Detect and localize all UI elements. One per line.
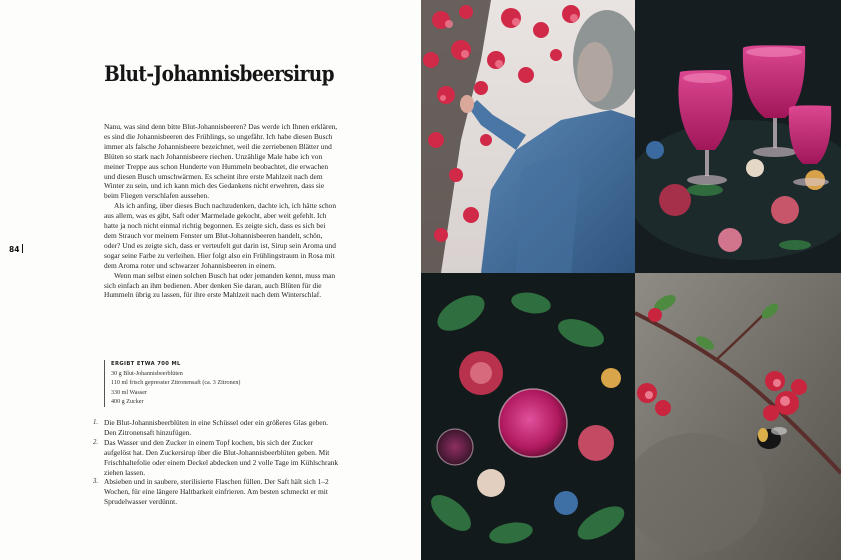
ingredient-item: 400 g Zucker <box>111 398 144 405</box>
step-item <box>93 418 339 438</box>
step-text: Das Wasser und den Zucker in einem Topf kochen, bis sich der Zucker aufgelöst hat. Den Zuckersirup über die Blut-Johannisbeerblüten geben. Mit Frischhaltefolie oder einem Deckel abdecken und 2 volle Tage im Kühlschrank ziehen lassen. <box>104 437 339 477</box>
step-item <box>93 477 339 507</box>
recipe-title: Blut-Johannisbeersirup <box>104 62 334 87</box>
ingredient-item: 330 ml Wasser <box>111 389 147 396</box>
yield-label: ERGIBT ETWA 700 ML <box>111 361 181 367</box>
intro-text <box>104 122 339 300</box>
ingredient-item: 110 ml frisch gepresster Zitronensaft (ca. 3 Zitronen) <box>111 380 241 387</box>
ingredient-item: 30 g Blut-Johannisbeerblüten <box>111 371 183 378</box>
page-number: 84 <box>9 244 23 254</box>
step-number: 1. <box>93 419 99 426</box>
photo-blossom-with-bumblebee <box>635 273 841 560</box>
step-text: Die Blut-Johannisbeerblüten in eine Schüssel oder ein größeres Glas geben. Den Zitronensaft hinzufügen. <box>104 418 329 437</box>
tray-top-view-image <box>421 273 635 560</box>
bumblebee-image <box>635 273 841 560</box>
ingredients-box <box>104 360 336 407</box>
photo-person-picking-blossoms <box>421 0 635 273</box>
step-number: 2. <box>93 438 99 446</box>
photo-glasses-of-syrup <box>635 0 841 273</box>
syrup-glasses-image <box>635 0 841 273</box>
step-item <box>93 437 339 478</box>
step-text: Absieben und in saubere, sterilisierte Flaschen füllen. Der Saft hält sich 1–2 Wochen, für eine längere Haltbarkeit einfrieren. Am besten schmeckt er mit Sprudelwasser verdünnt. <box>104 477 329 507</box>
intro-paragraph-3: Wenn man selbst einen solchen Busch hat oder jemanden kennt, muss man sich einfach an ihm bedienen. Aber denken Sie daran, auch Blüten für die Hummeln übrig zu lassen, für ihre erste Mahlzeit nach dem Winterschlaf. <box>104 270 336 300</box>
intro-paragraph-2: Als ich anfing, über dieses Buch nachzudenken, dachte ich, ich hätte schon aus allem, was es gibt, Saft oder Marmelade gekocht, aber weit gefehlt. Ich hatte ja noch nicht einmal richtig begonnen. Es zeigte sich, dass es sich bei dem Strauch vor meinem Fenster um Blut-Johannisbeeren handelt, schön, oder? Und es zeigte sich, dass er verteufelt gut darin ist, Sirup sein Aroma und sogar seine Farbe zu verleihen. Hier folgt also ein Frühlingstraum in Rosa mit dem Aroma roter und schwarzer Johannisbeeren in einem. <box>104 201 337 270</box>
intro-paragraph-1: Nanu, was sind denn bitte Blut-Johannisbeeren? Das werde ich Ihnen erklären, es sind die Johannisbeeren des Frühlings, so ungefähr. Ich habe diesen Busch immer als falsche Johannisbeere bezeichnet, weil die zerriebenen Blätter und Blüten so stark nach Johannisbeere riechen. Unzählige Male habe ich von meiner Treppe aus schon Hunderte von Hummeln beobachtet, die erwachen und diesen Busch umschwärmen. Es scheint ihre erste Mahlzeit nach dem Winter zu sein, und ich kann mich des Gedankens nicht erwehren, dass sie beim Fliegen verschlafen aussehen. <box>104 122 338 201</box>
photo-tray-glass-top-view <box>421 273 635 560</box>
step-number: 3. <box>93 478 99 486</box>
steps-list <box>93 418 339 507</box>
blossom-picking-image <box>421 0 635 273</box>
